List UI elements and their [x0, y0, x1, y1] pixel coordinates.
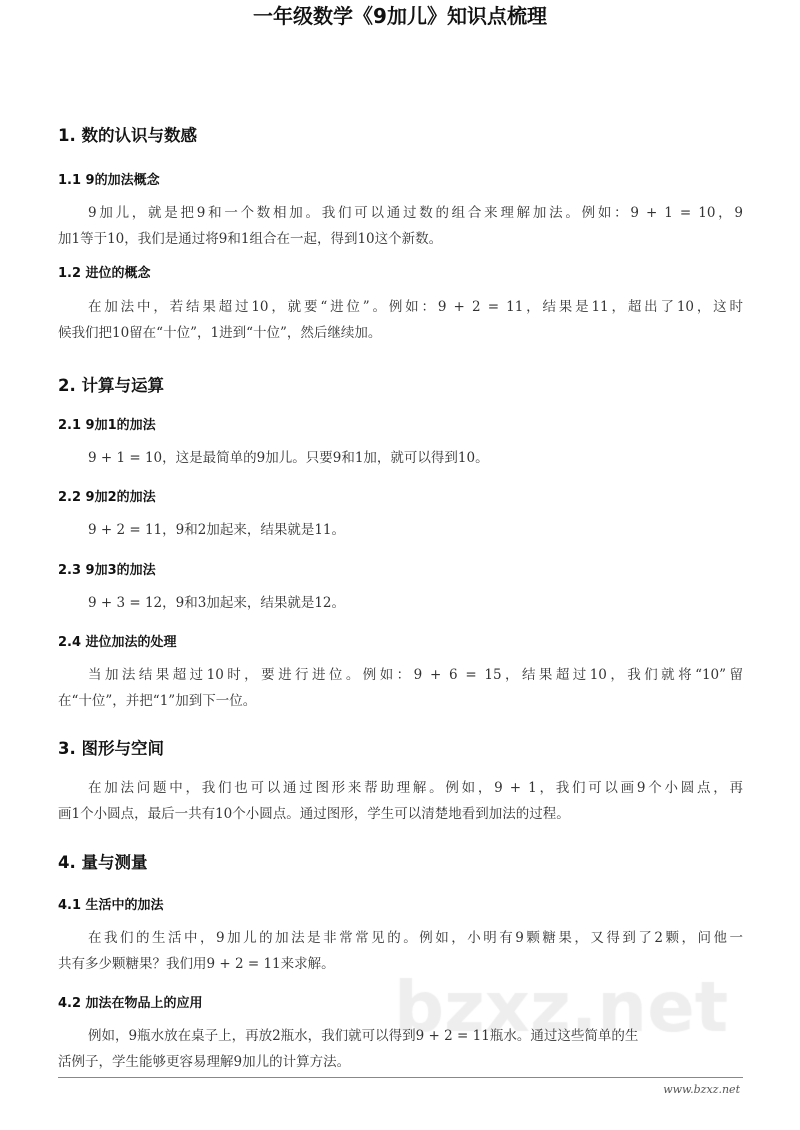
- paragraph-line: 加1等于10，我们是通过将9和1组合在一起，得到10这个新数。: [58, 231, 443, 247]
- paragraph-line: 9 + 2 = 11，9和2加起来，结果就是11。: [88, 522, 346, 538]
- paragraph-line: 在加法问题中，我们也可以通过图形来帮助理解。例如，9 + 1，我们可以画9个小圆点，再: [88, 780, 743, 796]
- subsection-heading: 2.2 9加2的加法: [58, 490, 156, 505]
- subsection-heading: 4.1 生活中的加法: [58, 898, 164, 913]
- subsection-heading: 2.4 进位加法的处理: [58, 635, 177, 650]
- section-heading: 1. 数的认识与数感: [58, 126, 197, 145]
- paragraph-line: 在加法中，若结果超过10，就要“进位”。例如：9 + 2 = 11，结果是11，超出了10，这时: [88, 299, 743, 315]
- paragraph-line: 候我们把10留在“十位”，1进到“十位”，然后继续加。: [58, 325, 382, 341]
- section-heading: 4. 量与测量: [58, 853, 148, 872]
- subsection-heading: 1.1 9的加法概念: [58, 173, 160, 188]
- subsection-heading: 1.2 进位的概念: [58, 266, 151, 281]
- subsection-heading: 2.3 9加3的加法: [58, 563, 156, 578]
- paragraph-line: 9 + 3 = 12，9和3加起来，结果就是12。: [88, 595, 346, 611]
- paragraph-line: 在我们的生活中，9加儿的加法是非常常见的。例如，小明有9颗糖果，又得到了2颗，问他一: [88, 930, 743, 946]
- section-heading: 2. 计算与运算: [58, 376, 164, 395]
- paragraph-line: 9加儿，就是把9和一个数相加。我们可以通过数的组合来理解加法。例如：9 + 1 = 10，9: [88, 205, 743, 221]
- section-heading: 3. 图形与空间: [58, 739, 164, 758]
- paragraph-line: 当加法结果超过10时，要进行进位。例如：9 + 6 = 15，结果超过10，我们就将“10”留: [88, 667, 743, 683]
- subsection-heading: 2.1 9加1的加法: [58, 418, 156, 433]
- paragraph-line: 例如，9瓶水放在桌子上，再放2瓶水，我们就可以得到9 + 2 = 11瓶水。通过这些简单的生: [88, 1028, 639, 1044]
- paragraph-line: 活例子，学生能够更容易理解9加儿的计算方法。: [58, 1054, 351, 1070]
- footer-url: www.bzxz.net: [663, 1083, 740, 1096]
- subsection-heading: 4.2 加法在物品上的应用: [58, 996, 203, 1011]
- paragraph-line: 9 + 1 = 10，这是最简单的9加儿。只要9和1加，就可以得到10。: [88, 450, 489, 466]
- paragraph-line: 共有多少颗糖果？我们用9 + 2 = 11来求解。: [58, 956, 335, 972]
- paragraph-line: 在“十位”，并把“1”加到下一位。: [58, 693, 257, 709]
- page-title: 一年级数学《9加儿》知识点梳理: [253, 4, 547, 28]
- footer-divider: [58, 1077, 743, 1078]
- paragraph-line: 画1个小圆点，最后一共有10个小圆点。通过图形，学生可以清楚地看到加法的过程。: [58, 806, 570, 822]
